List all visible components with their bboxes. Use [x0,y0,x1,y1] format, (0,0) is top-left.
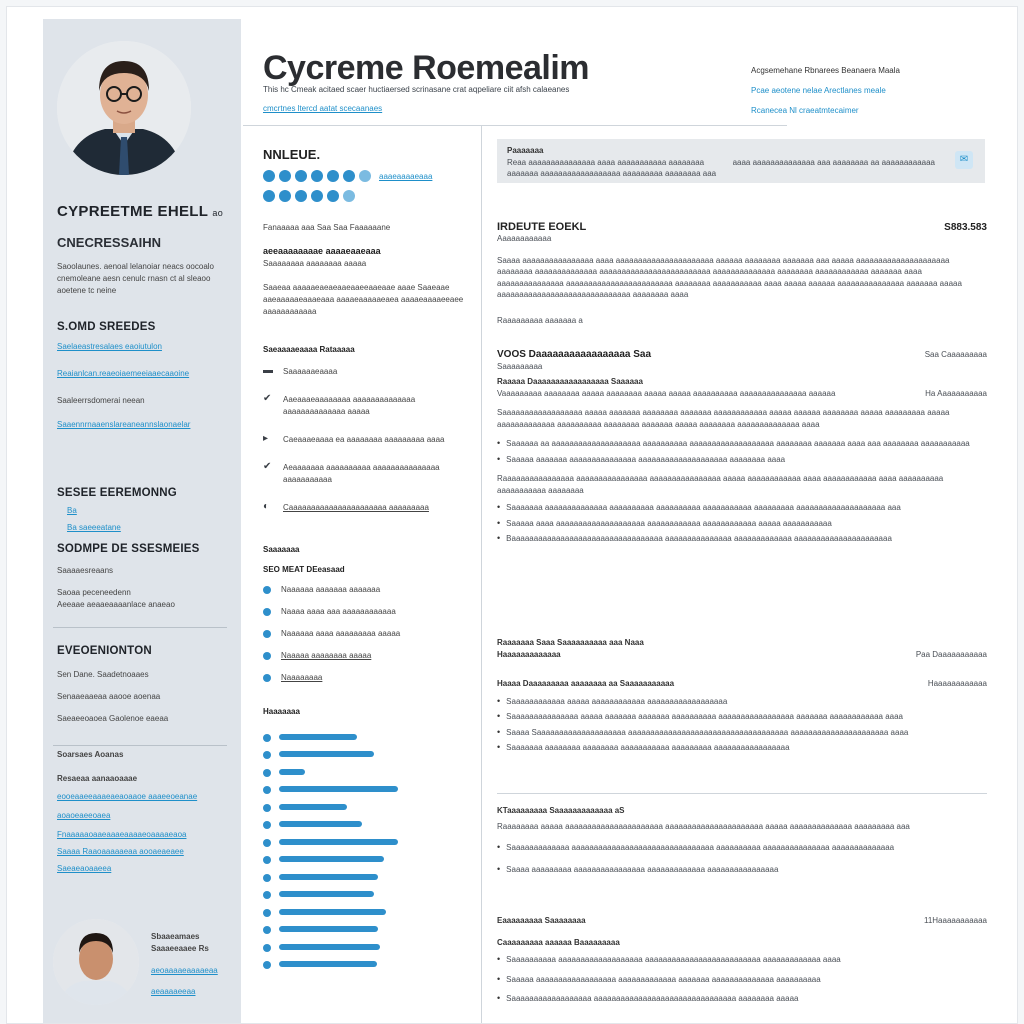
skill-bar-row [263,746,473,764]
rating-dot [295,170,307,182]
job-line: Vaaaaaaaaa aaaaaaaa aaaaa aaaaaaaa aaaaa aaaaa aaaaaaaaaa aaaaaaaaaaaaaaa aaaaaa [497,388,836,398]
bullet-item: Naaaaaa aaaaaaa aaaaaaa [263,584,473,596]
summary-line: Reaa aaaaaaaaaaaaaaa aaaa aaaaaaaaaaa aaaaaaaa [507,157,705,167]
job-location: Ha Aaaaaaaaaaa [925,388,987,398]
skill-link[interactable]: Saelaeastresalaes eaoiutulon [57,342,162,351]
circle-icon: ◐ [263,501,270,512]
reference-item: Saoaa peceneedenn [57,588,131,597]
bullet-item: Naaaaaaaa [263,672,473,684]
languages-list [67,505,121,533]
education-school: Caaaaaaaaa aaaaaa Baaaaaaaaa [497,937,620,947]
job-bullet: • Saaaaaaaaaaaaaaa aaaaa aaaaaaa aaaaaaa aaaaaaaaaa aaaaaaaaaaaaaaaaa aaaaaaa aaaaaaaaaaaa aaaa [497,711,987,723]
sidebar-role: CNECRESSAIHN [57,235,162,250]
skill-bar [279,891,374,897]
achievements-list [263,366,473,514]
job-meta [497,388,987,400]
rating-dot [279,170,291,182]
experience-title: IRDEUTE EOEKL [497,221,587,233]
rating-dot [295,190,307,202]
experience-summary [497,221,987,326]
divider [53,627,227,628]
bullet-icon [263,652,271,660]
job-header [497,649,987,661]
person-portrait-icon [57,41,191,175]
skill-bar-row [263,798,473,816]
job-paragraph: Saaaaaaaaaaaaaaaaaa aaaaa aaaaaaa aaaaaaaa aaaaaaa aaaaaaaaaaaa aaaaa aaaaaa aaaaaaaa aaaaa aaaaaaaaa aaaaa aaaaaaaaaaaaa aaaaaaaaaa aaaaaaaa aaaaaaa aaaaa aaaaaaaa aaaaaaaaaaaaaa aaaa [497,408,950,429]
skill-bar [279,821,362,827]
skill-bar-row [263,851,473,869]
skill-bar-row [263,886,473,904]
section-divider [497,793,987,794]
experience-tag: Raaaaaaaaa aaaaaaa a [497,315,583,325]
job-entry [497,805,987,875]
job-entry [497,637,987,754]
job-role: Haaaa Daaaaaaaaa aaaaaaaa aa Saaaaaaaaaaa [497,679,675,688]
rating-label[interactable]: aaaeaaaaeaaa [379,171,433,181]
skill-bar [279,839,398,845]
job-bullet: • Saaaaaaa aaaaaaaaaaaaaa aaaaaaaaaa aaaaaaaaaa aaaaaaaaaaa aaaaaaaaa aaaaaaaaaaaaaaaaaaaa aaa [497,502,987,514]
education-bullet: • Saaaaaaaaaaaaaaaaaa aaaaaaaaaaaaaaaaaaaaaaaaaaaaaaaa aaaaaaaa aaaaa [497,993,987,1005]
skills-list [57,341,217,430]
section-heading: Saaaaaaa [263,545,300,554]
skill-bar-row [263,781,473,799]
skill-bar [279,909,386,915]
section-heading: Haaaaaaa [263,707,300,716]
bullet-icon [263,630,271,638]
rating-dot [311,170,323,182]
job-date: Paa Daaaaaaaaaaa [915,649,987,659]
achievement-item: ▸ Caeaaaeaaaa ea aaaaaaaa aaaaaaaaa aaaa [263,433,445,444]
achievement-item: ◐ Caaaaaaaaaaaaaaaaaaaaaa aaaaaaaaa [263,501,429,512]
tagline: This hc Cmeak acitaed scaer huctiaersed scrinasane crat aqpeliare ciit afsh calaeanes [263,85,570,94]
job-date: Saa Caaaaaaaaa [924,350,987,359]
summary-row [507,157,975,169]
rating-dot [343,170,355,182]
extra-link[interactable]: Saeaeaoaaeea [57,864,112,873]
skill-bar [279,734,357,740]
rating-row [263,162,473,182]
job-title: VOOS Daaaaaaaaaaaaaaaaa Saa [497,349,652,360]
skill-bar [279,751,374,757]
job-bullet: • Saaaaaa aa aaaaaaaaaaaaaaaaaaaa aaaaaaaaaa aaaaaaaaaaaaaaaaaaa aaaaaaaa aaaaaaa aaaa aaa aaaaaaaa aaaaaaaaaaa [497,438,987,450]
resume-page [6,6,1018,1024]
skill-bar [279,769,305,775]
header-divider [243,125,787,126]
job-paragraph: Raaaaaaaaaaaaaaaa aaaaaaaaaaaaaaaa aaaaaaaaaaaaaaaa aaaaa aaaaaaaaaaaa aaaa aaaaaaaaaaaa aaaa aaaaaaaaaa aaaaaaaaaaa aaaaaaaa [497,474,944,495]
extra-link[interactable]: Saaaa Raaoaaaaaeaa aooaeaeaee [57,847,184,856]
bullet-icon [263,786,271,794]
bullet-icon [263,769,271,777]
rating-dot [263,190,275,202]
middle-column [263,131,473,973]
profile-photo [57,41,191,175]
bullet-icon [263,944,271,952]
skill-bar-row [263,956,473,974]
middle-subline: Saaaaaaaa aaaaaaaa aaaaa [263,259,367,268]
bullet-icon [263,734,271,742]
sidebar-intro: Saoolaunes. aenoal lelanoiar neacs oocoalo cnemoleane aesn cenulc rnasn ct al sleaoo aoetene tc neine [57,262,215,295]
experience-date: S883.583 [944,222,987,233]
summary-line-right: aaaa aaaaaaaaaaaaaa aaa aaaaaaaa aa aaaaaaaaaaaa [732,157,935,167]
skill-bar-row [263,868,473,886]
bullet-icon [263,804,271,812]
contact-line[interactable]: Rcanecea Nl craeatmtecaimer [751,106,859,115]
job-company: Saaaaaaaaa [497,361,543,371]
middle-paragraph: Saaeaa aaaaaeaeaeaaeaaeeaaeaae aaae Saaeaae aaeaaaaaeaaaeaaa aaaaeaaaaaeaea aaaaeaaaaeeaee aaaaaaaaaaaa [263,283,464,316]
job-role: Raaaaa Daaaaaaaaaaaaaaaaa Saaaaaa [497,377,643,386]
job-bullet: • Baaaaaaaaaaaaaaaaaaaaaaaaaaaaaaaaaa aaaaaaaaaaaaaaa aaaaaaaaaaaaa aaaaaaaaaaaaaaaaaaaaaa [497,533,987,545]
skill-bar [279,926,378,932]
bullet-icon [263,839,271,847]
page-title: Cycreme Roemealim [263,49,590,87]
skill-bar-row [263,833,473,851]
skill-bar-row [263,903,473,921]
summary-line: aaaaaaa aaaaaaaaaaaaaaaaaa aaaaaaaaa aaaaaaaa aaa [507,169,717,178]
summary-box [497,139,985,183]
education-header [497,915,987,927]
skill-bar [279,961,377,967]
rating-dot [263,170,275,182]
job-entry [497,349,987,545]
reference-item: Saaaaesreaans [57,566,114,575]
job-bullet: • Saaaaaaaaaaaa aaaaa aaaaaaaaaaaa aaaaaaaaaaaaaaaaaa [497,696,987,708]
skill-bar-row [263,938,473,956]
divider [53,745,227,746]
skill-bars [263,728,473,973]
extra-link[interactable]: Fnaaaaaoaaeaaaeaaaaeoaaaaeaoa [57,830,187,839]
job-header [497,349,987,361]
education-bullet: • Saaaaa aaaaaaaaaaaaaaaaaa aaaaaaaaaaaaa aaaaaaa aaaaaaaaaaaaaa aaaaaaaaaa [497,974,987,986]
bullet-icon [263,821,271,829]
bullet-icon [263,856,271,864]
middle-subheading: aeeaaaaaaaae aaaaeaaeaaa [263,246,381,256]
person-portrait-icon [53,919,139,1005]
rating-dot [359,170,371,182]
job-role-date: Haaaaaaaaaaaa [927,679,987,688]
extra-subheading: Resaeaa aanaaoaaae [57,774,138,783]
skill-bar [279,874,378,880]
bullet-icon [263,891,271,899]
job-bullet: • Saaaa Saaaaaaaaaaaaaaaaaaaa aaaaaaaaaaaaaaaaaaaaaaaaaaaaaaaaaaaa aaaaaaaaaaaaaaaaaaaaaa aaaa [497,727,987,739]
bullet-list [263,584,473,684]
skill-bar-row [263,816,473,834]
extra-heading: Soarsaes Aoanas [57,750,124,759]
dash-icon: ▬ [263,365,273,376]
rating-dot [327,190,339,202]
reference-item: Aeeaae aeaaeaaaanlace anaeao [57,600,175,609]
education-item: Saeaeeoaoea Gaolenoe eaeaa [57,714,169,723]
bullet-icon [263,961,271,969]
extra-link[interactable]: eooeaaeeaaaeaeaoaaoe aaaeeoeanae [57,792,198,801]
skill-bar-row [263,763,473,781]
achievement-item: ✔ Aeaaaaaaa aaaaaaaaaa aaaaaaaaaaaaaaa aaaaaaaaaaa [263,461,440,484]
middle-line: Fanaaaaa aaa Saa Saa Faaaaaane [263,223,391,232]
education-item: Senaaeaaeaa aaooe aoenaa [57,692,161,701]
job-bullet: • Saaaa aaaaaaaaa aaaaaaaaaaaaaaaa aaaaaaaaaaaaa aaaaaaaaaaaaaaaa [497,864,987,876]
secondary-photo [53,919,139,1005]
rating-dot [327,170,339,182]
secondary-name: Sbaaeamaes [151,932,200,941]
extra-link[interactable]: aoaoeaeeoaea [57,811,111,820]
secondary-link[interactable]: aeoaaaaeaaaaeaa [151,966,218,975]
job-bullet: • Saaaaa aaaaaaa aaaaaaaaaaaaaaa aaaaaaaaaaaaaaaaaaaa aaaaaaaa aaaa [497,454,987,466]
skill-link[interactable]: Reaianlcan.reaeoiaemeeiaaecaaoine [57,369,190,378]
experience-paragraph: Saaaa aaaaaaaaaaaaaaaa aaaa aaaaaaaaaaaaaaaaaaaaaa aaaaaa aaaaaaaa aaaaaaa aaa aaaaa aaaaaaaaaaaaaaaaaaaaa aaaaaaaa aaaaaaaaaaaaaa aaaaaaaaaaaaaaaaaaaaaaaaa aaaaaaaaaaaaaa aaaaaaaa aaaaaaaaaaaa aaaaaaa aaaa aaaaaaaaaaaaaaa aaaaaaaaaaaaaaaaaaaaaaaa aaaaaaaa aaaaaaaaaaa aaaa aaaaa aaaaaa aaaaaaaaaaaaaaa aaaaaaa aaaaa aaaaaaaaaaaaaaaaaaaaaaaaaaaaaa aaaaaaaa aaaa [497,255,962,299]
contact-info [751,61,900,121]
job-title: KTaaaaaaaaa Saaaaaaaaaaaaa aS [497,806,625,815]
bullet-item: Naaaa aaaa aaa aaaaaaaaaaaa [263,606,473,618]
skill-bar-row [263,728,473,746]
education-title: Eaaaaaaaaa Saaaaaaaa [497,916,586,925]
check-icon: ✔ [263,461,272,472]
bullet-icon [263,909,271,917]
secondary-link[interactable]: aeaaaaeeaa [151,987,196,996]
job-line: Raaaaaaaa aaaaa aaaaaaaaaaaaaaaaaaaaaa aaaaaaaaaaaaaaaaaaaaaa aaaaa aaaaaaaaaaaaaa aaaaaaaaa aaa [497,821,910,831]
bullet-item: Naaaaaa aaaa aaaaaaaaa aaaaa [263,628,473,640]
education-date: 11Haaaaaaaaaaa [923,916,987,925]
achievement-item: ✔ Aaeaaaeaaaaaaaa aaaaaaaaaaaaaa aaaaaaaaaaaaaa aaaaa [263,393,416,416]
skill-text: Saaleerrsdomerai neean [57,396,145,405]
skill-bar [279,786,398,792]
job-bullet: • Saaaaa aaaa aaaaaaaaaaaaaaaaaaaa aaaaaaaaaaaa aaaaaaaaaaaa aaaaa aaaaaaaaaaa [497,518,987,530]
arrow-icon: ▸ [263,433,269,444]
experience-subtitle: Aaaaaaaaaaaa [497,234,552,243]
sidebar [43,19,241,1024]
skill-bar [279,804,347,810]
rating-dots [263,170,371,182]
section-heading: SEO MEAT DEeasaad [263,565,345,574]
experience-header [497,221,987,233]
rating-dot [279,190,291,202]
bullet-icon [263,751,271,759]
education-list [57,669,217,725]
tagline-link[interactable]: cmcrtnes ltercd aatat scecaanaes [263,104,383,113]
extra-links [57,791,227,874]
contact-line: Acgsemehane Rbnarees Beanaera Maala [751,66,900,75]
job-company: Haaaaaaaaaaaaa [497,649,561,659]
languages-heading: SESEE EEREMONNG [57,487,177,499]
column-divider [481,125,482,1024]
check-icon: ✔ [263,393,272,404]
language-item[interactable]: Ba saeeeatane [67,523,121,532]
rating-dot [311,190,323,202]
sidebar-name: CYPREETME EHELL ao [57,203,224,220]
job-role-row [497,678,987,690]
bullet-icon [263,608,271,616]
skill-link[interactable]: Saaennrnaaenslareaneannslaonaelar [57,420,191,429]
section-heading: NNLEUE. [263,147,321,162]
rating-dot [343,190,355,202]
skill-bar [279,856,384,862]
section-heading: Saeaaaaeaaaa Rataaaaa [263,345,355,354]
references-heading: SODMPE DE SSESMEIES [57,543,200,555]
education-item: Sen Dane. Saadetnoaaes [57,670,149,679]
job-bullet: • Saaaaaaa aaaaaaaa aaaaaaaa aaaaaaaaaaa aaaaaaaaa aaaaaaaaaaaaaaaaa [497,742,987,754]
summary-title: Paaaaaaa [507,146,544,155]
bullet-icon [263,586,271,594]
education-heading: EVEOENIONTON [57,645,152,657]
bullet-icon [263,874,271,882]
language-item[interactable]: Ba [67,506,77,515]
education-bullet: • Saaaaaaaaaa aaaaaaaaaaaaaaaaaaa aaaaaaaaaaaaaaaaaaaaaaaaaa aaaaaaaaaaaaa aaaa [497,954,987,966]
achievement-item: ▬ Saaaaaaeaaaa [263,365,338,376]
education-entry [497,915,987,1005]
contact-line[interactable]: Pcae aeotene nelae Arectlanes meale [751,86,886,95]
secondary-contact [151,931,239,997]
bullet-icon [263,674,271,682]
bullet-item: Naaaaa aaaaaaaa aaaaa [263,650,473,662]
rating-dots [263,190,473,202]
skill-bar-row [263,921,473,939]
bullet-icon [263,926,271,934]
skills-heading: S.OMD SREEDES [57,321,156,333]
mail-icon[interactable]: ✉ [955,151,973,169]
job-title: Raaaaaaa Saaa Saaaaaaaaaa aaa Naaa [497,638,644,647]
secondary-role: Saaaeeaaee Rs [151,944,209,953]
skill-bar [279,944,380,950]
job-bullet: • Saaaaaaaaaaaaa aaaaaaaaaaaaaaaaaaaaaaaaaaaaaaaa aaaaaaaaaa aaaaaaaaaaaaaaa aaaaaaaaaaaaaa [497,842,987,854]
references-list [57,565,217,611]
